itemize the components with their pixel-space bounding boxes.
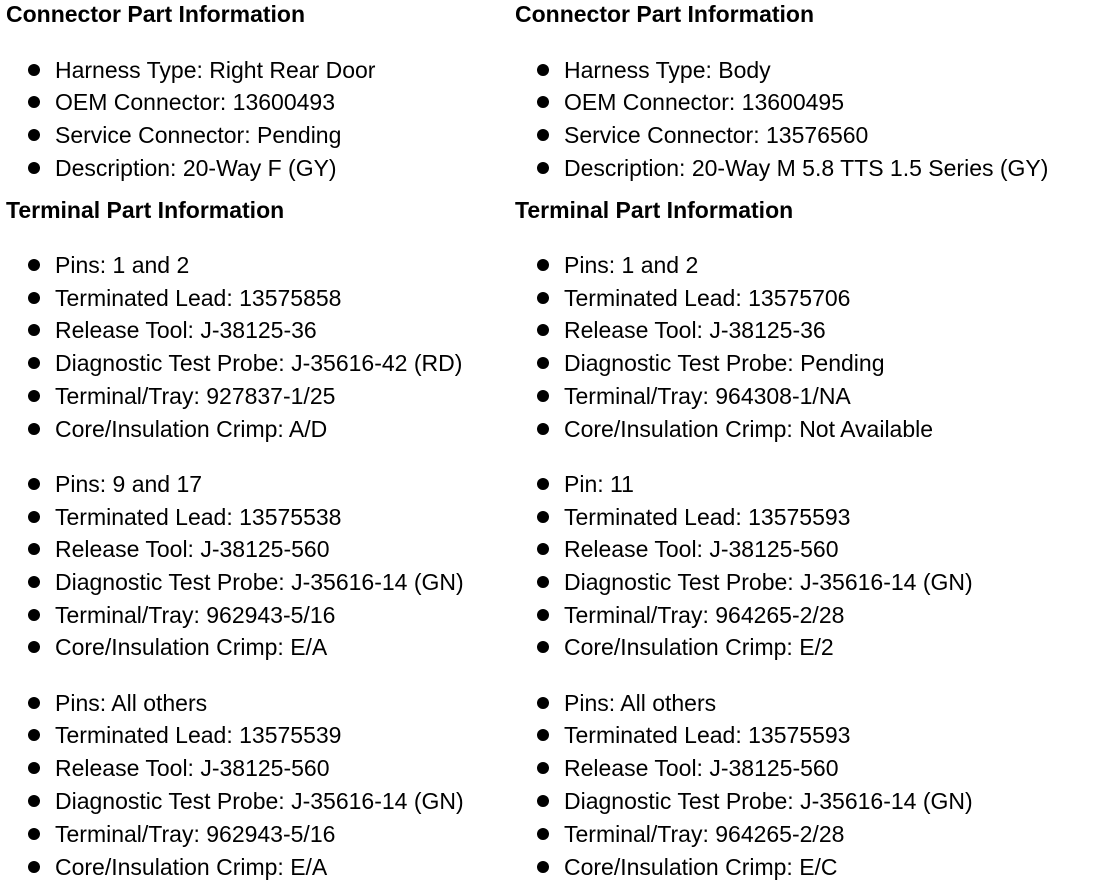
bullet-icon [28,543,40,555]
bullet-icon [537,762,549,774]
bullet-icon [28,129,40,141]
bullet-icon [28,390,40,402]
bullet-icon [537,390,549,402]
bullet-icon [28,162,40,174]
bullet-icon [537,162,549,174]
bullet-icon [28,828,40,840]
bullet-icon [537,697,549,709]
bullet-icon [28,64,40,76]
bullet-icon [537,129,549,141]
bullet-icon [28,576,40,588]
bullet-icon [28,423,40,435]
bullet-icon [537,478,549,490]
bullet-icon [28,641,40,653]
bullet-icon [537,609,549,621]
bullet-icon [537,641,549,653]
terminal-heading: Terminal Part Information [6,197,285,223]
bullet-icon [28,357,40,369]
bullet-icon [28,609,40,621]
bullet-icon [537,576,549,588]
bullet-icon [28,292,40,304]
connector-heading: Connector Part Information [6,1,306,27]
bullet-icon [28,96,40,108]
bullet-icon [537,259,549,271]
connector-heading: Connector Part Information [515,1,815,27]
terminal-heading: Terminal Part Information [515,197,794,223]
bullet-icon [537,357,549,369]
bullet-icon [537,861,549,873]
bullet-icon [537,292,549,304]
bullet-icon [28,697,40,709]
bullet-icon [537,828,549,840]
bullet-icon [28,729,40,741]
bullet-icon [537,96,549,108]
bullet-icon [28,861,40,873]
bullet-icon [537,543,549,555]
bullet-icon [537,64,549,76]
bullet-icon [28,762,40,774]
bullet-icon [28,478,40,490]
bullet-icon [537,729,549,741]
bullet-icon [537,511,549,523]
bullet-icon [537,795,549,807]
bullet-icon [28,795,40,807]
bullet-icon [28,259,40,271]
bullet-icon [28,511,40,523]
bullet-icon [537,423,549,435]
bullet-icon [28,324,40,336]
bullet-icon [537,324,549,336]
